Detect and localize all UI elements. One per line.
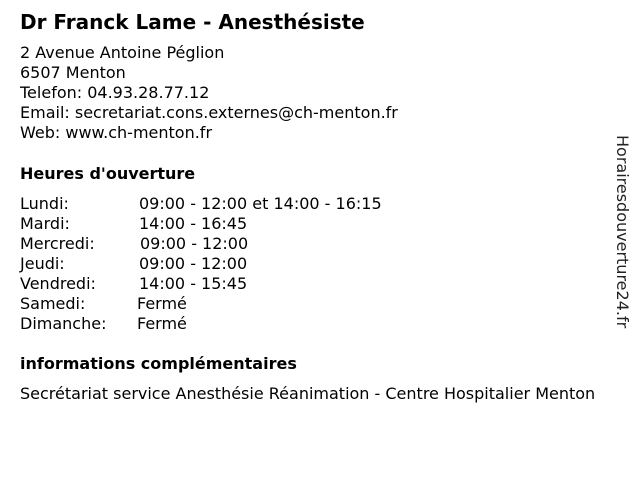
day-hours: 09:00 - 12:00: [139, 254, 248, 273]
day-hours: 09:00 - 12:00: [140, 234, 249, 253]
day-label: Mardi:: [20, 214, 70, 233]
day-hours: 14:00 - 15:45: [139, 274, 248, 293]
page-title: Dr Franck Lame - Anesthésiste: [20, 10, 365, 34]
street-address: 2 Avenue Antoine Péglion: [20, 43, 225, 62]
additional-info-text: Secrétariat service Anesthésie Réanimation - Centre Hospitalier Menton: [20, 384, 596, 403]
day-hours: Fermé: [137, 294, 187, 313]
day-label: Lundi:: [20, 194, 69, 213]
additional-info-heading: informations complémentaires: [20, 354, 297, 373]
email-address: Email: secretariat.cons.externes@ch-menton.fr: [20, 103, 398, 122]
city-address: 6507 Menton: [20, 63, 126, 82]
day-label: Dimanche:: [20, 314, 107, 333]
day-hours: 14:00 - 16:45: [139, 214, 248, 233]
day-hours: 09:00 - 12:00 et 14:00 - 16:15: [139, 194, 382, 213]
website: Web: www.ch-menton.fr: [20, 123, 213, 142]
opening-hours-heading: Heures d'ouverture: [20, 164, 196, 183]
day-label: Jeudi:: [20, 254, 65, 273]
watermark-text: Horairesdouverture24.fr: [613, 135, 632, 329]
phone-number: Telefon: 04.93.28.77.12: [20, 83, 210, 102]
day-label: Samedi:: [20, 294, 86, 313]
day-label: Mercredi:: [20, 234, 95, 253]
day-label: Vendredi:: [20, 274, 96, 293]
watermark: [612, 135, 634, 371]
address-block: [20, 43, 398, 143]
day-hours: Fermé: [137, 314, 187, 333]
